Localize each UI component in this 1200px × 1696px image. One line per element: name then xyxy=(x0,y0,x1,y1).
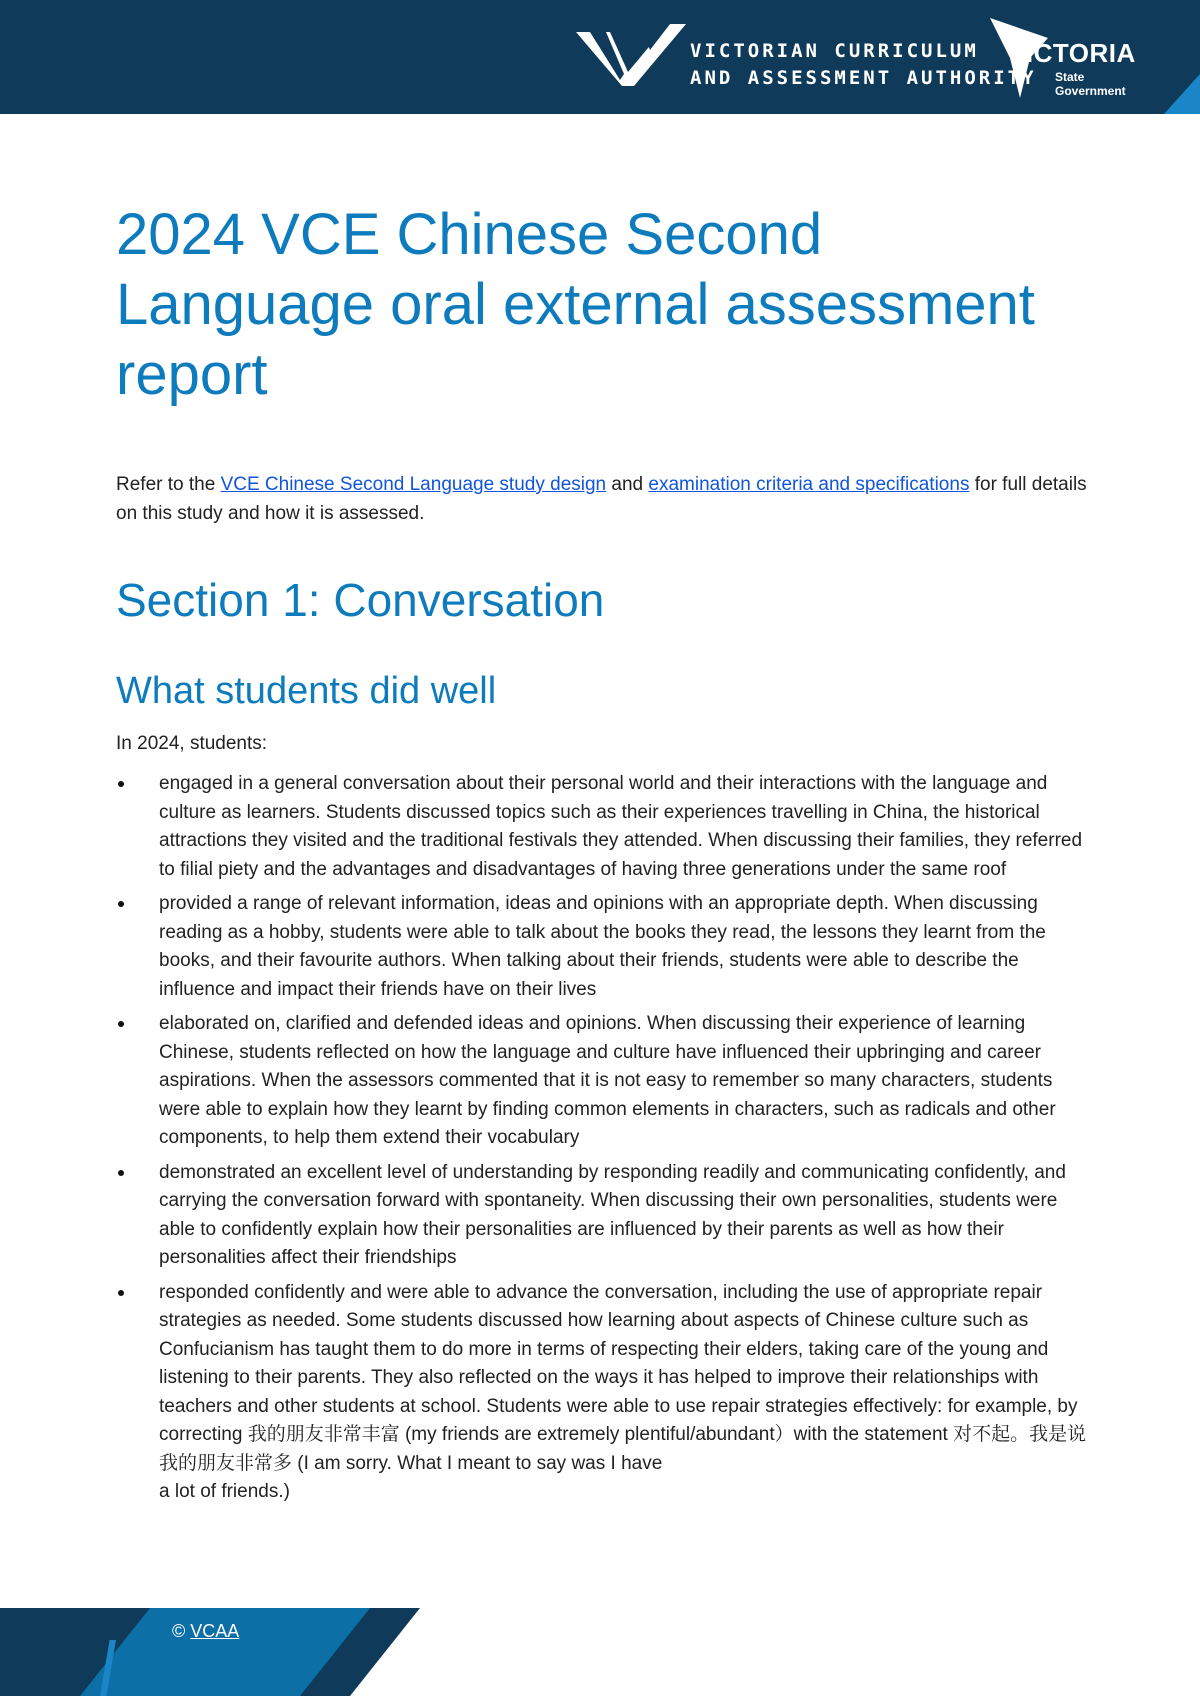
footer-copyright xyxy=(172,1621,239,1642)
page-title: 2024 VCE Chinese Second Language oral external assessment report xyxy=(116,202,1035,407)
lead-text: In 2024, students: xyxy=(116,733,268,754)
victoria-word: VICTORIA xyxy=(1008,38,1136,68)
bullet-icon xyxy=(118,1290,124,1296)
intro-suffix: for full details on this study and how it is assessed. xyxy=(116,474,1087,524)
copyright-symbol: © xyxy=(172,1621,191,1641)
list-item-text: provided a range of relevant information, ideas and opinions with an appropriate depth. When discussing reading as a hobby, students were able to talk about the books they read, the lessons they learnt from the books, and their favourite authors. When talking about their friends, students were able to describe the influence and impact their friends have on their lives xyxy=(159,893,1046,1000)
vcaa-wordmark xyxy=(690,38,1037,92)
list-item xyxy=(116,1159,1096,1273)
list-item xyxy=(116,770,1096,884)
vcaa-line-2: AND ASSESSMENT AUTHORITY xyxy=(690,67,1037,89)
bullet-icon xyxy=(118,781,124,787)
bullet-icon xyxy=(118,901,124,907)
list-item-text: demonstrated an excellent level of understanding by responding readily and communicating confidently, and carrying the conversation forward with spontaneity. When discussing their own personalities, students were able to confidently explain how their personalities are influenced by their parents as well as how their personalities affect their friendships xyxy=(159,1161,1066,1268)
header-accent xyxy=(1164,74,1200,114)
list-item-text: responded confidently and were able to advance the conversation, including the use of appropriate repair strategies as needed. Some students discussed how learning about aspects of Chinese culture such as Confucianism has taught them to do more in terms of respecting their elders, taking care of the young and listening to their parents. They also reflected on the ways it has helped to improve their relationships with teachers and other students at school. Students were able to use repair strategies effectively: for example, by correcting 我的朋友非常丰富 (my friends are extremely plentiful/abundant）with the statement 对不起。我是说我的朋友非常多 (I am sorry. What I meant to say was I have xyxy=(159,1281,1087,1474)
list-item xyxy=(116,1010,1096,1153)
intro-paragraph xyxy=(116,470,1096,528)
vcaa-link[interactable]: VCAA xyxy=(190,1621,240,1641)
list-item-text: engaged in a general conversation about their personal world and their interactions with the language and culture as learners. Students discussed topics such as their experiences travelling in China, the historical attractions they visited and the traditional festivals they attended. When discussing their families, they referred to filial piety and the advantages and disadvantages of having three generations under the same roof xyxy=(159,773,1083,880)
victoria-state: State xyxy=(1055,70,1085,84)
section-heading: Section 1: Conversation xyxy=(116,574,605,626)
study-design-link[interactable]: VCE Chinese Second Language study design xyxy=(220,474,607,495)
bullet-list xyxy=(116,770,1096,1507)
intro-prefix: Refer to the xyxy=(116,474,221,495)
list-item xyxy=(116,890,1096,1004)
vcaa-logo-icon xyxy=(576,24,686,90)
victoria-wordmark xyxy=(1008,38,1136,97)
exam-criteria-link[interactable]: examination criteria and specifications xyxy=(648,474,970,495)
page-header xyxy=(0,0,1200,114)
list-item-text: elaborated on, clarified and defended ideas and opinions. When discussing their experience of learning Chinese, students reflected on how the language and culture have influenced their upbringing and career aspirations. When the assessors commented that it is not easy to remember so many characters, students were able to explain how they learnt by finding common elements in characters, such as radicals and other components, to help them extend their vocabulary xyxy=(159,1013,1056,1148)
subsection-heading: What students did well xyxy=(116,670,497,712)
intro-middle: and xyxy=(606,474,649,495)
list-item-tail: a lot of friends.) xyxy=(159,1481,290,1502)
bullet-icon xyxy=(118,1170,124,1176)
list-item xyxy=(116,1279,1096,1507)
victoria-government: Government xyxy=(1055,84,1126,98)
document-body xyxy=(116,200,1096,1513)
bullet-icon xyxy=(118,1021,124,1027)
vcaa-line-1: VICTORIAN CURRICULUM xyxy=(690,40,979,62)
